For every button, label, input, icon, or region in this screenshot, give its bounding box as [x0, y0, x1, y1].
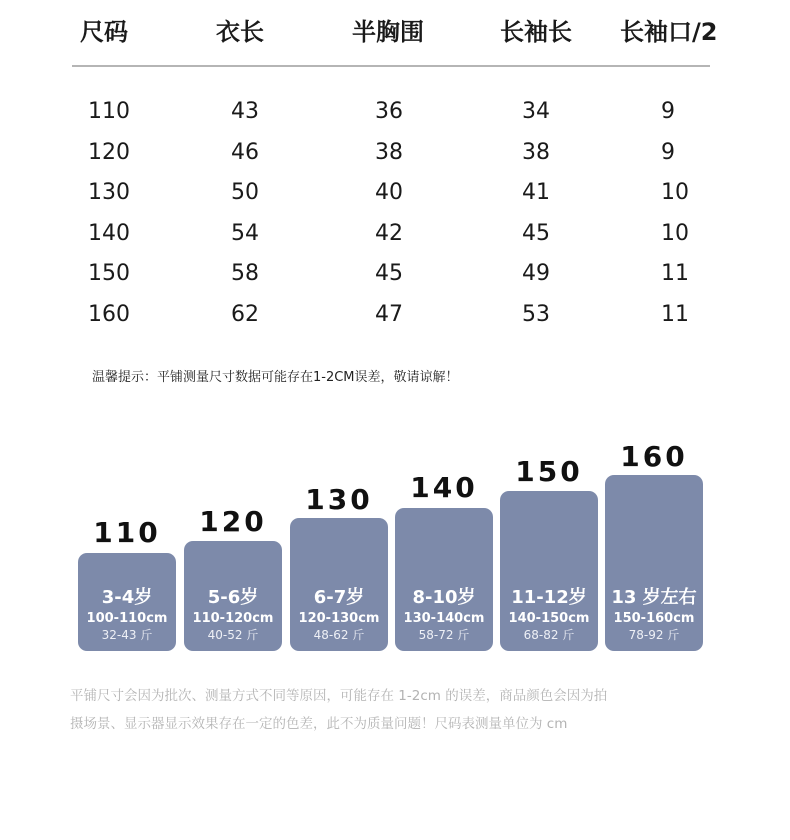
age-range: 11-12岁: [511, 587, 587, 608]
age-range: 3-4岁: [101, 587, 153, 608]
table-cell: 54: [231, 220, 259, 246]
size-number: 110: [93, 516, 161, 549]
table-cell: 43: [231, 99, 259, 124]
table-cell: 42: [375, 220, 403, 246]
header-divider: [72, 65, 710, 67]
table-cell: 130: [88, 180, 130, 206]
table-cell: 140: [88, 220, 130, 246]
header-size: 尺码: [80, 18, 128, 46]
table-cell: 150: [88, 261, 130, 287]
size-number: 150: [515, 455, 583, 488]
age-range: 5-6岁: [207, 587, 259, 608]
age-range: 6-7岁: [313, 587, 365, 608]
size-number: 130: [305, 483, 373, 516]
size-box: [500, 491, 598, 651]
table-cell: 10: [661, 220, 689, 246]
weight-range: 32-43 斤: [101, 628, 153, 642]
size-box: [605, 475, 703, 651]
height-range: 150-160cm: [613, 611, 695, 626]
table-cell: 45: [522, 220, 550, 246]
weight-range: 48-62 斤: [313, 628, 365, 642]
table-cell: 9: [661, 139, 675, 165]
size-box: [78, 553, 176, 651]
table-cell: 160: [88, 302, 130, 327]
table-cell: 46: [231, 139, 259, 165]
table-cell: 36: [375, 99, 403, 124]
age-range: 8-10岁: [412, 587, 476, 608]
header-half-chest: 半胸围: [352, 18, 424, 46]
table-cell: 11: [661, 261, 689, 287]
table-cell: 120: [88, 139, 130, 165]
weight-range: 40-52 斤: [207, 628, 259, 642]
size-number: 140: [410, 471, 478, 504]
size-number: 120: [199, 505, 267, 538]
height-range: 130-140cm: [403, 611, 485, 626]
height-range: 120-130cm: [298, 611, 380, 626]
table-cell: 11: [661, 302, 689, 327]
height-range: 100-110cm: [86, 611, 168, 626]
age-range: 13 岁左右: [611, 587, 697, 608]
table-cell: 62: [231, 302, 259, 327]
table-cell: 50: [231, 180, 259, 206]
size-box: [184, 541, 282, 651]
height-range: 140-150cm: [508, 611, 590, 626]
size-box: [395, 508, 493, 651]
table-cell: 58: [231, 261, 259, 287]
weight-range: 78-92 斤: [628, 628, 680, 642]
table-cell: 38: [375, 139, 403, 165]
weight-range: 58-72 斤: [418, 628, 470, 642]
table-cell: 40: [375, 180, 403, 206]
table-cell: 53: [522, 302, 550, 327]
measurement-tip: 温馨提示：平铺测量尺寸数据可能存在1-2CM误差，敬请谅解！: [92, 370, 459, 385]
table-cell: 9: [661, 99, 675, 124]
header-cuff: 长袖口/2: [620, 18, 718, 46]
table-cell: 10: [661, 180, 689, 206]
table-cell: 49: [522, 261, 550, 287]
table-cell: 110: [88, 99, 130, 124]
table-cell: 47: [375, 302, 403, 327]
header-length: 衣长: [216, 18, 264, 46]
weight-range: 68-82 斤: [523, 628, 575, 642]
size-number: 160: [620, 440, 688, 473]
table-cell: 38: [522, 139, 550, 165]
footer-note-line-2: 摄场景、显示器显示效果存在一定的色差，此不为质量问题！尺码表测量单位为 cm: [70, 716, 568, 732]
table-cell: 34: [522, 99, 550, 124]
footer-note-line-1: 平铺尺寸会因为批次、测量方式不同等原因，可能存在 1-2cm 的误差，商品颜色会因为拍: [70, 688, 608, 704]
header-sleeve-length: 长袖长: [500, 18, 572, 46]
table-cell: 45: [375, 261, 403, 287]
height-range: 110-120cm: [192, 611, 274, 626]
size-box: [290, 518, 388, 651]
table-cell: 41: [522, 180, 550, 206]
